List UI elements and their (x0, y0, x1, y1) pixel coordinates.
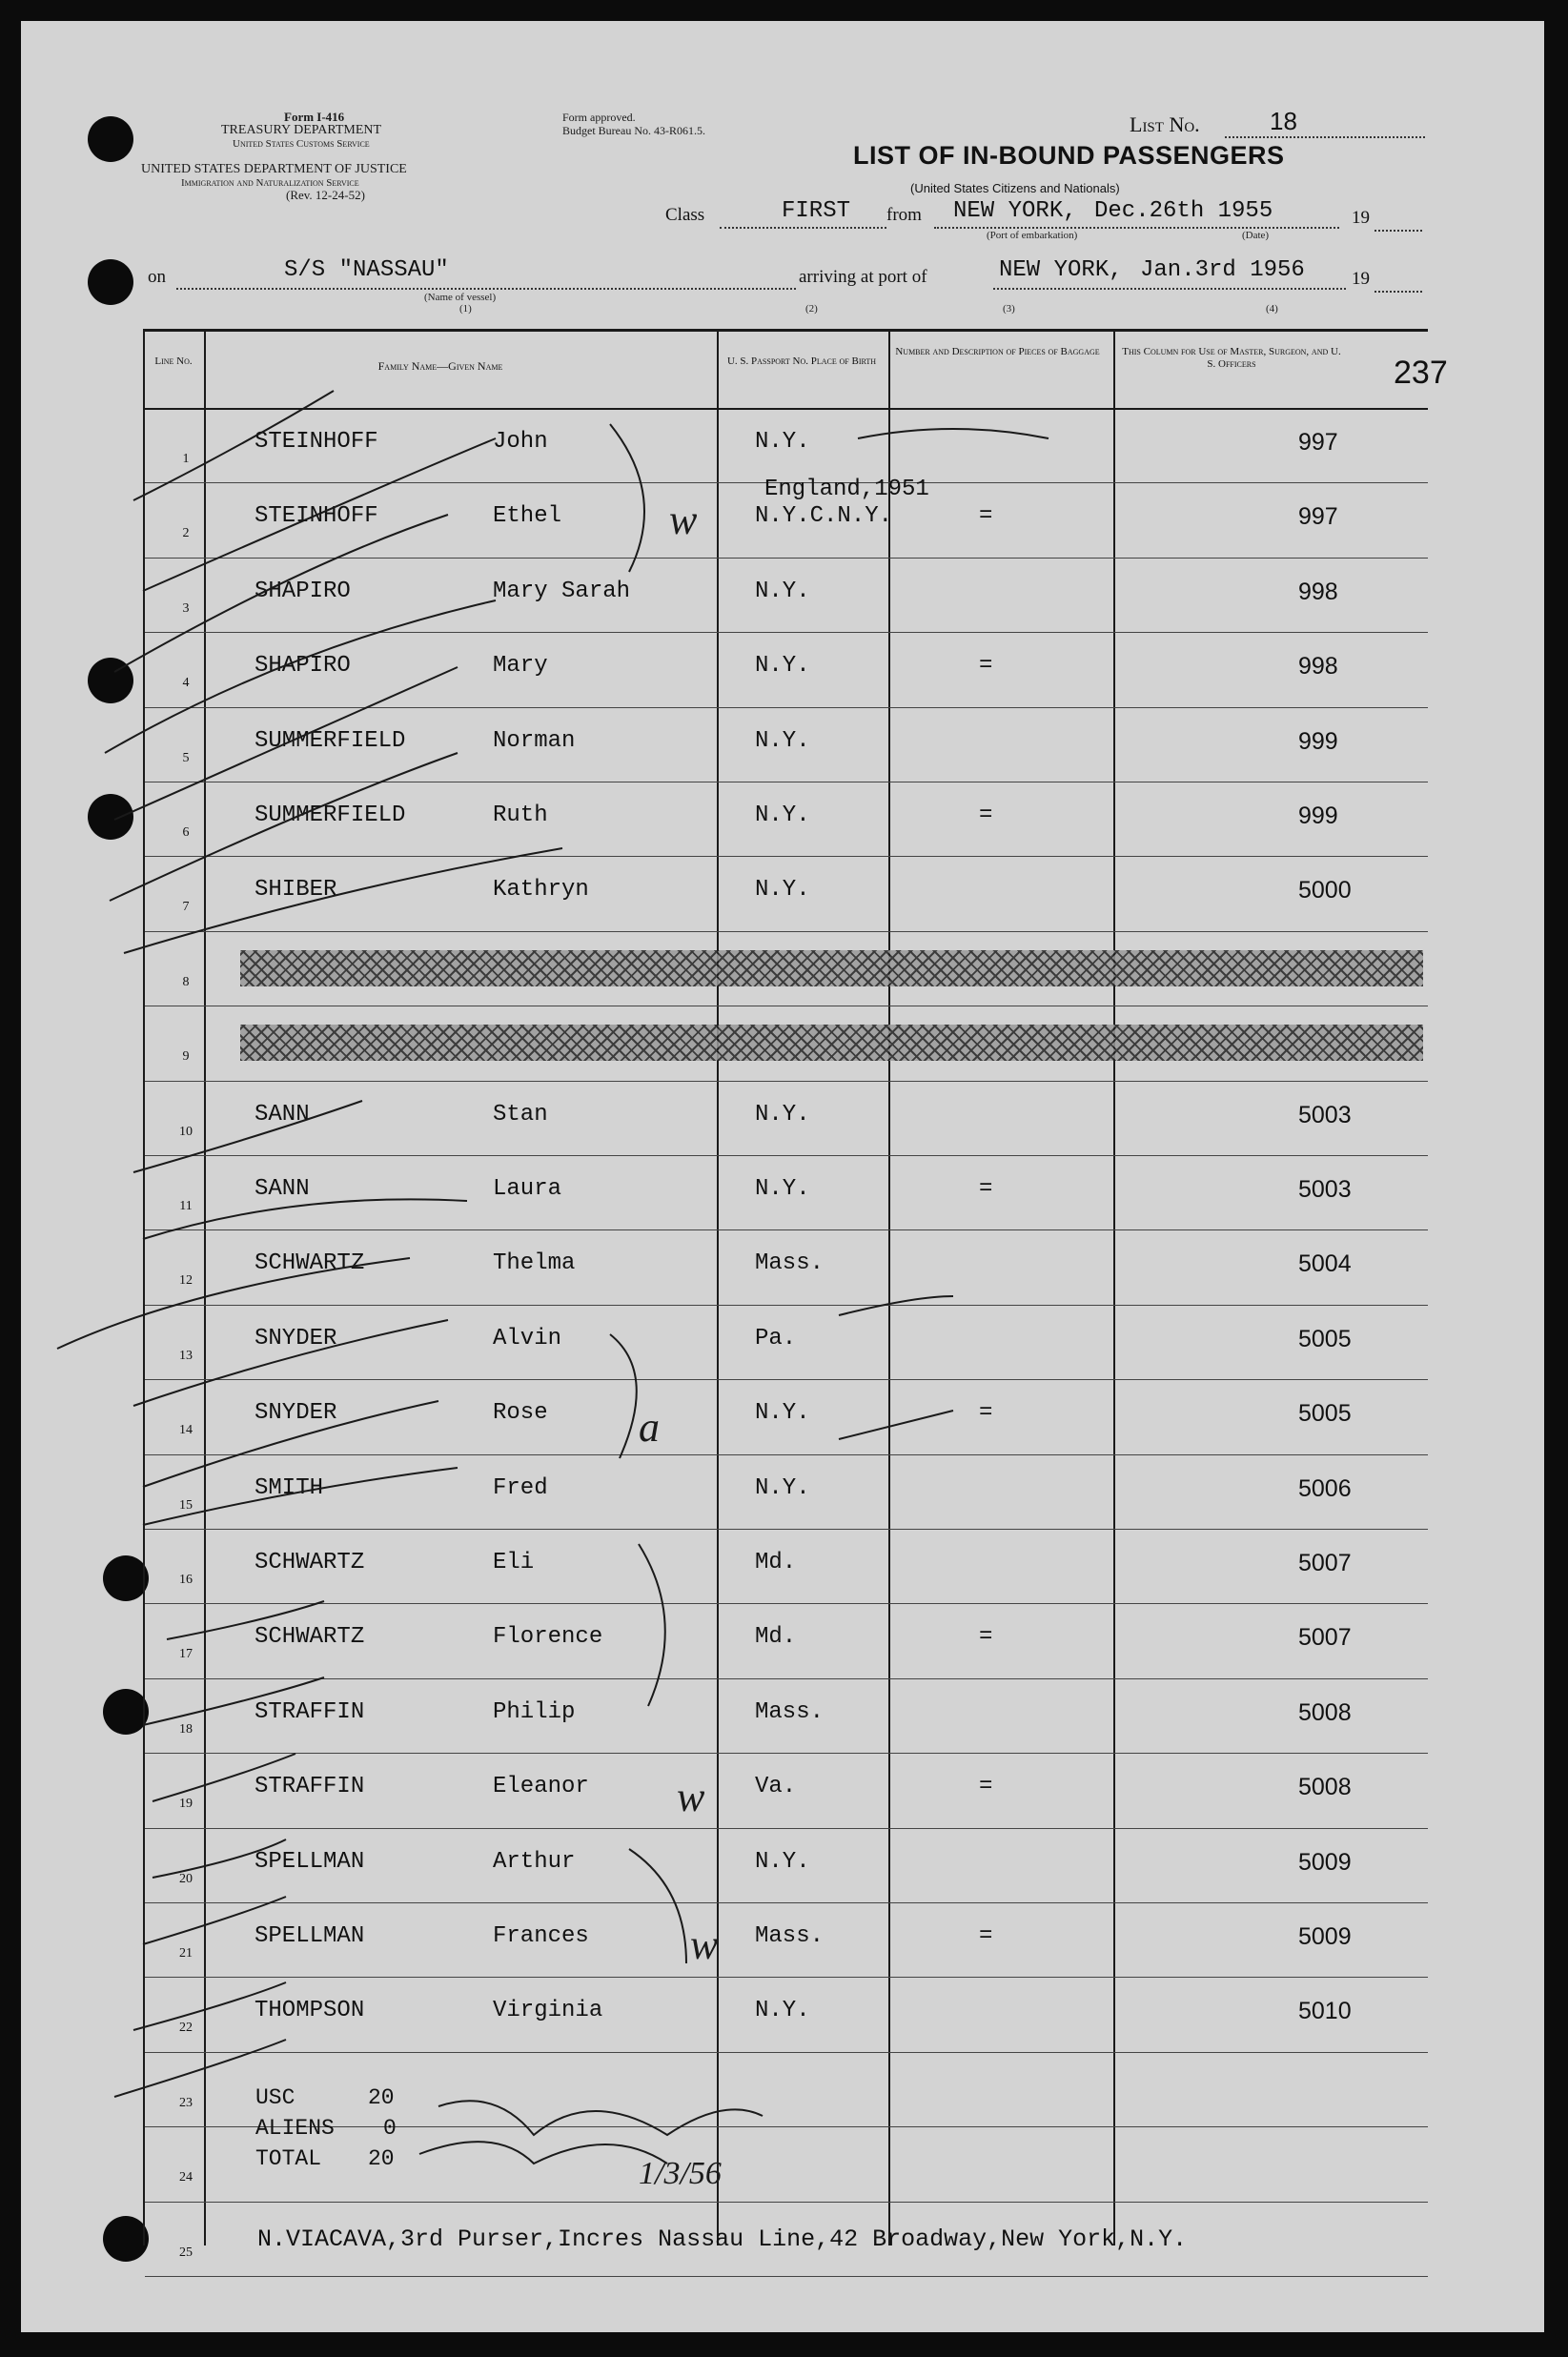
port-caption: (Port of embarkation) (987, 230, 1078, 241)
birth-place: Pa. (755, 1325, 797, 1351)
purser-footer: N.VIACAVA,3rd Purser,Incres Nassau Line,42 Broadway,New York,N.Y. (257, 2225, 1188, 2253)
line-number: 8 (182, 974, 190, 989)
officer-number: 5007 (1298, 1550, 1352, 1576)
birth-place: Mass. (755, 1698, 825, 1725)
birth-place: N.Y.C.N.Y. (755, 503, 893, 530)
birth-place: N.Y. (755, 877, 810, 904)
family-name: SUMMERFIELD (255, 803, 406, 828)
table-row (145, 1305, 1428, 1380)
handwritten-w: w (669, 497, 698, 543)
table-row (145, 2126, 1428, 2202)
from-port: NEW YORK, (953, 198, 1077, 224)
list-no-line (1225, 136, 1425, 138)
ins-service: Immigration and Naturalization Service (181, 177, 359, 189)
table-row (145, 782, 1428, 857)
given-name: Fred (493, 1474, 548, 1501)
given-name: Laura (493, 1176, 562, 1202)
table-row (145, 1678, 1428, 1754)
page-number: 237 (1394, 355, 1448, 391)
given-name: Norman (493, 727, 576, 754)
budget-bureau: Budget Bureau No. 43-R061.5. (562, 124, 705, 137)
officer-number: 5009 (1298, 1923, 1352, 1950)
officer-number: 5008 (1298, 1698, 1352, 1726)
year-line-1 (1375, 230, 1422, 232)
line-number: 23 (179, 2095, 193, 2110)
col-officers-header: This Column for Use of Master, Surgeon, and U. S. Officers (1122, 346, 1341, 370)
col-num-4: (4) (1266, 303, 1278, 315)
officer-number: 5007 (1298, 1624, 1352, 1652)
on-label: on (148, 267, 166, 287)
family-name: SHAPIRO (255, 653, 351, 680)
given-name: Rose (493, 1400, 548, 1427)
table-header (145, 332, 1428, 410)
table-row (145, 558, 1428, 633)
given-name: Stan (493, 1101, 548, 1128)
given-name: Kathryn (493, 877, 589, 904)
family-name: STEINHOFF (255, 429, 378, 455)
officer-number: 997 (1298, 429, 1338, 456)
given-name: Frances (493, 1923, 589, 1949)
form-number: Form I-416 (284, 110, 345, 124)
signature-date: 1/3/56 (639, 2156, 722, 2191)
dept-treasury: TREASURY DEPARTMENT (221, 123, 382, 137)
punch-hole (103, 2216, 149, 2262)
line-number: 11 (179, 1199, 193, 1213)
vessel-name: S/S "NASSAU" (284, 257, 449, 283)
family-name: SCHWARTZ (255, 1250, 365, 1277)
given-name: Ruth (493, 803, 548, 828)
line-number: 6 (182, 825, 190, 840)
form-revision: (Rev. 12-24-52) (286, 188, 365, 202)
struck-out-entry (240, 950, 1423, 986)
struck-out-entry (240, 1025, 1423, 1061)
officer-number: 5003 (1298, 1101, 1352, 1128)
given-name: Philip (493, 1698, 576, 1725)
family-name: STEINHOFF (255, 503, 378, 530)
line-number: 17 (179, 1647, 193, 1662)
baggage-count: = (979, 503, 993, 530)
family-name: SUMMERFIELD (255, 727, 406, 754)
from-date: Dec.26th 1955 (1094, 198, 1273, 224)
line-number: 10 (179, 1124, 193, 1139)
birth-place: Md. (755, 1624, 797, 1651)
family-name: SHAPIRO (255, 578, 351, 604)
table-row (145, 1379, 1428, 1454)
line-number: 13 (179, 1348, 193, 1363)
class-line (720, 227, 886, 229)
total-count: 20 (368, 2146, 395, 2171)
table-row (145, 1977, 1428, 2052)
birth-place: N.Y. (755, 653, 810, 680)
family-name: SMITH (255, 1474, 324, 1501)
baggage-count: = (979, 1400, 993, 1427)
form-approved: Form approved. (562, 111, 636, 124)
family-name: SPELLMAN (255, 1848, 365, 1875)
table-row (145, 1155, 1428, 1230)
family-name: STRAFFIN (255, 1698, 365, 1725)
family-name: SCHWARTZ (255, 1550, 365, 1575)
table-row (145, 707, 1428, 782)
birth-place: N.Y. (755, 1998, 810, 2024)
vessel-caption: (Name of vessel) (424, 292, 497, 303)
given-name: Eli (493, 1550, 535, 1575)
officer-number: 5005 (1298, 1400, 1352, 1428)
line-number: 20 (179, 1871, 193, 1886)
table-row (145, 856, 1428, 931)
arrival-line (993, 288, 1346, 290)
vessel-line (176, 288, 796, 290)
punch-hole (103, 1555, 149, 1601)
family-name: SHIBER (255, 877, 337, 904)
officer-number: 5000 (1298, 877, 1352, 904)
table-row (145, 1229, 1428, 1305)
given-name: John (493, 429, 548, 455)
family-name: SANN (255, 1176, 310, 1202)
year-line-2 (1375, 291, 1422, 293)
birth-place: N.Y. (755, 1101, 810, 1128)
officer-number: 5006 (1298, 1474, 1352, 1502)
line-number: 25 (179, 2245, 193, 2260)
col-baggage-header: Number and Description of Pieces of Baggage (895, 346, 1100, 357)
officer-number: 997 (1298, 503, 1338, 531)
birth-place: N.Y. (755, 1474, 810, 1501)
family-name: STRAFFIN (255, 1774, 365, 1800)
line-number: 5 (182, 750, 190, 765)
given-name: Eleanor (493, 1774, 589, 1800)
birth-place: N.Y. (755, 1848, 810, 1875)
line-number: 7 (182, 900, 190, 915)
form-subtitle: (United States Citizens and Nationals) (910, 181, 1120, 195)
line-number: 12 (179, 1273, 193, 1289)
line-number: 24 (179, 2170, 193, 2185)
given-name: Virginia (493, 1998, 603, 2024)
given-name: Thelma (493, 1250, 576, 1277)
baggage-count: = (979, 803, 993, 828)
col-passport-header: U. S. Passport No. Place of Birth (726, 356, 877, 367)
birth-place: N.Y. (755, 803, 810, 828)
baggage-count: = (979, 1923, 993, 1949)
officer-number: 5010 (1298, 1998, 1352, 2025)
punch-hole (88, 116, 133, 162)
birth-place: N.Y. (755, 429, 810, 455)
list-no-label: List No. (1130, 112, 1200, 136)
year-label-2: 19 (1352, 269, 1370, 289)
line-number: 9 (182, 1049, 190, 1065)
officer-number: 5008 (1298, 1774, 1352, 1801)
birth-place: N.Y. (755, 1176, 810, 1202)
table-row (145, 931, 1428, 1006)
officer-number: 998 (1298, 653, 1338, 681)
birth-place: Mass. (755, 1250, 825, 1277)
form-title: LIST OF IN-BOUND PASSENGERS (853, 141, 1285, 170)
arrival-date: Jan.3rd 1956 (1140, 257, 1305, 283)
officer-number: 5009 (1298, 1848, 1352, 1876)
line-number: 4 (182, 676, 190, 691)
punch-hole (88, 658, 133, 703)
from-label: from (886, 205, 922, 225)
col-line-header: Line No. (154, 356, 193, 367)
table-row (145, 2052, 1428, 2127)
punch-hole (103, 1689, 149, 1735)
family-name: SCHWARTZ (255, 1624, 365, 1651)
officer-number: 998 (1298, 578, 1338, 605)
customs-service: United States Customs Service (233, 138, 370, 150)
family-name: SPELLMAN (255, 1923, 365, 1949)
birth-place: Md. (755, 1550, 797, 1575)
officer-number: 5005 (1298, 1325, 1352, 1352)
birth-note: England,1951 (764, 477, 929, 503)
table-row (145, 1753, 1428, 1828)
table-row (145, 632, 1428, 707)
table-row (145, 1081, 1428, 1156)
given-name: Florence (493, 1624, 603, 1651)
col-num-2: (2) (805, 303, 818, 315)
usc-count: 20 (368, 2085, 395, 2110)
birth-place: Va. (755, 1774, 797, 1800)
punch-hole (88, 794, 133, 840)
birth-place: N.Y. (755, 578, 810, 604)
line-number: 21 (179, 1946, 193, 1961)
aliens-count: 0 (383, 2116, 397, 2141)
handwritten-w: w (690, 1921, 719, 1968)
table-row (145, 1828, 1428, 1903)
given-name: Arthur (493, 1848, 576, 1875)
passenger-table (143, 329, 1428, 2260)
class-label: Class (665, 205, 705, 225)
arriving-label: arriving at port of (799, 267, 927, 287)
family-name: SNYDER (255, 1325, 337, 1351)
officer-number: 999 (1298, 727, 1338, 755)
baggage-count: = (979, 653, 993, 680)
total-label: TOTAL (255, 2146, 322, 2171)
line-number: 19 (179, 1797, 193, 1812)
line-number: 22 (179, 2021, 193, 2036)
line-number: 3 (182, 600, 190, 616)
arrival-port: NEW YORK, (999, 257, 1123, 283)
officer-number: 999 (1298, 803, 1338, 829)
col-num-3: (3) (1003, 303, 1015, 315)
handwritten-w: w (677, 1774, 705, 1820)
class-value: FIRST (782, 198, 851, 224)
table-row (145, 408, 1428, 483)
birth-place: N.Y. (755, 727, 810, 754)
table-row (145, 1902, 1428, 1978)
officer-number: 5004 (1298, 1250, 1352, 1278)
dept-justice: UNITED STATES DEPARTMENT OF JUSTICE (141, 162, 407, 176)
given-name: Mary (493, 653, 548, 680)
baggage-count: = (979, 1774, 993, 1800)
family-name: SNYDER (255, 1400, 337, 1427)
date-caption: (Date) (1242, 230, 1270, 241)
table-row (145, 1454, 1428, 1530)
line-number: 15 (179, 1497, 193, 1513)
line-number: 16 (179, 1573, 193, 1587)
baggage-count: = (979, 1176, 993, 1202)
given-name: Alvin (493, 1325, 562, 1351)
officer-number: 5003 (1298, 1176, 1352, 1203)
table-row (145, 1006, 1428, 1081)
table-row (145, 1603, 1428, 1678)
line-number: 18 (179, 1721, 193, 1737)
from-line (934, 227, 1339, 229)
vessel-col-num: (1) (459, 303, 472, 315)
line-number: 1 (182, 452, 190, 466)
aliens-label: ALIENS (255, 2116, 335, 2141)
baggage-count: = (979, 1624, 993, 1651)
table-row (145, 477, 1428, 558)
family-name: THOMPSON (255, 1998, 365, 2024)
handwritten-w: a (639, 1404, 660, 1451)
col-name-header: Family Name—Given Name (377, 359, 503, 373)
birth-place: N.Y. (755, 1400, 810, 1427)
table-row (145, 1529, 1428, 1604)
punch-hole (88, 259, 133, 305)
family-name: SANN (255, 1101, 310, 1128)
line-number: 14 (179, 1423, 193, 1438)
year-label-1: 19 (1352, 208, 1370, 228)
birth-place: Mass. (755, 1923, 825, 1949)
usc-label: USC (255, 2085, 295, 2110)
list-no-value: 18 (1270, 107, 1297, 135)
given-name: Mary Sarah (493, 578, 631, 604)
line-number: 2 (182, 526, 190, 541)
given-name: Ethel (493, 503, 562, 530)
